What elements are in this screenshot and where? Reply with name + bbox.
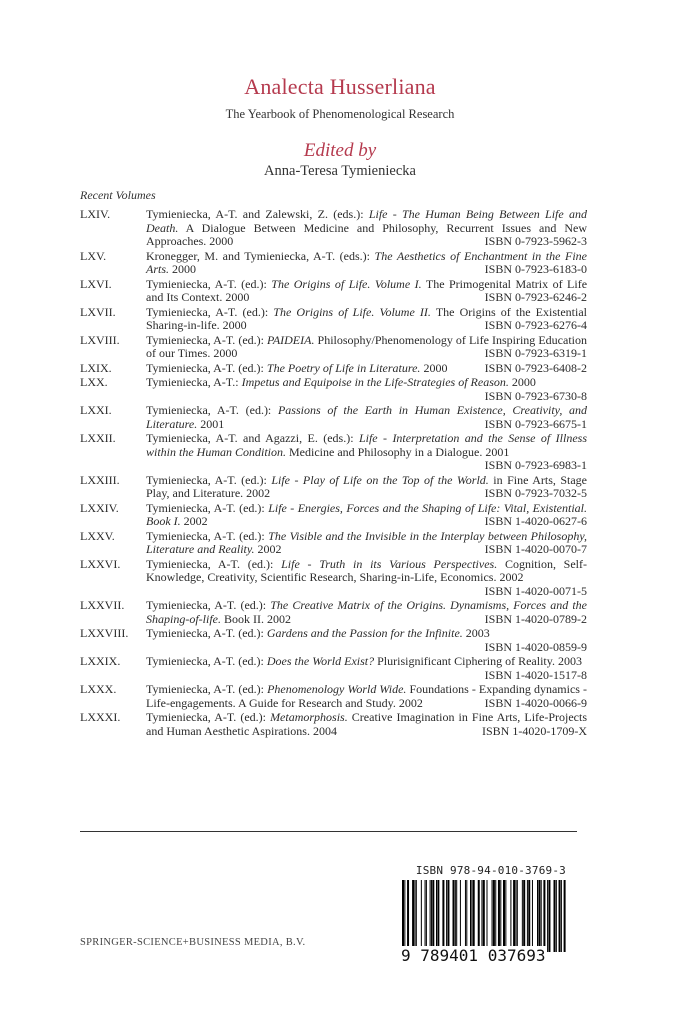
volume-details: 2000 <box>169 262 197 276</box>
volume-citation <box>146 683 587 710</box>
barcode-bar <box>483 880 485 952</box>
volume-title: PAIDEIA. <box>267 332 315 347</box>
volume-isbn: ISBN 0-7923-6408-2 <box>484 360 587 375</box>
barcode-bar <box>517 880 518 952</box>
volume-isbn: ISBN 0-7923-6319-1 <box>484 346 587 360</box>
volume-isbn: ISBN 0-7923-6983-1 <box>484 458 587 472</box>
volume-number: LXXVII. <box>80 598 125 612</box>
barcode-bar <box>425 880 426 952</box>
barcode-bar <box>426 880 427 952</box>
volume-number: LXXIX. <box>80 654 121 668</box>
barcode-bar <box>543 880 545 952</box>
volume-number: LXXII. <box>80 431 116 445</box>
volume-title: Life - Energies, Forces and the Shaping of Life: Vital, Existential. Book I. <box>146 500 587 528</box>
ean-digits <box>400 946 566 965</box>
volume-authors: Tymieniecka, A-T. (ed.): <box>146 360 267 375</box>
ean-text: 9 789401 037693 <box>401 946 546 965</box>
volume-isbn: ISBN 0-7923-6730-8 <box>484 388 587 403</box>
volume-number: LXXIII. <box>80 472 120 487</box>
barcode-bar <box>455 880 456 952</box>
barcode-bar <box>528 880 530 952</box>
volume-isbn: ISBN 0-7923-6675-1 <box>484 416 587 431</box>
volume-title: The Creative Matrix of the Origins. Dynamisms, Forces and the Shaping-of-life. <box>146 598 587 626</box>
barcode-bar <box>473 880 475 952</box>
volume-details: Creative Imagination in Fine Arts, Life-Projects and Human Aesthetic Aspirations. 2004 <box>146 710 588 738</box>
volume-citation <box>146 208 587 249</box>
volume-number: LXVIII. <box>80 332 120 347</box>
volume-title: Passions of the Earth in Human Existence, Creativity, and Literature. <box>146 403 588 431</box>
volume-authors: Tymieniecka, A-T. (ed.): <box>146 556 282 571</box>
volume-title: Life - The Human Being Between Life and Death. <box>146 207 587 235</box>
volume-details: 2000 <box>420 360 448 375</box>
barcode-bar <box>432 880 434 952</box>
volume-number: LXIX. <box>80 360 112 375</box>
volume-title: Impetus and Equipoise in the Life-Strategies of Reason. <box>241 375 509 389</box>
volume-entry <box>80 306 587 333</box>
volume-number: LXVI. <box>80 276 112 291</box>
volume-details: 2002 <box>180 514 208 528</box>
volume-entry <box>80 530 587 557</box>
barcode-bar <box>453 880 455 952</box>
volume-number: LXXXI. <box>80 710 121 724</box>
volume-entry <box>80 683 587 710</box>
volume-citation <box>146 502 587 529</box>
barcode-bar <box>487 880 488 952</box>
barcode-bar <box>416 880 417 952</box>
barcode-bar <box>414 880 415 952</box>
publisher-name: SPRINGER-SCIENCE+BUSINESS MEDIA, B.V. <box>80 937 306 948</box>
volume-isbn: ISBN 0-7923-6276-4 <box>484 318 587 332</box>
volume-citation <box>146 334 587 361</box>
volume-entry <box>80 362 587 376</box>
edited-by-label: Edited by <box>303 140 377 161</box>
barcode-bar <box>527 880 528 952</box>
barcode-bar <box>442 880 444 952</box>
volume-entry <box>80 278 587 305</box>
barcode-bar <box>466 880 467 952</box>
barcode-bar <box>460 880 461 952</box>
volume-number: LXXV. <box>80 528 115 543</box>
barcode-bar <box>436 880 437 952</box>
volume-details: Medicine and Philosophy in a Dialogue. 2001 <box>286 444 510 459</box>
barcode-bar <box>561 880 562 952</box>
volume-title: The Visible and the Invisible in the Interplay between Philosophy, Literature and Reality. <box>146 528 587 556</box>
volume-title: Life - Truth in its Various Perspectives. <box>281 556 498 571</box>
barcode-bar <box>465 880 466 952</box>
volume-authors: Tymieniecka, A-T. (ed.): <box>146 710 271 724</box>
barcode-bar <box>437 880 439 952</box>
volume-details: 2002 <box>254 542 282 556</box>
volume-authors: Tymieniecka, A-T. (ed.): <box>146 598 271 612</box>
volume-entry <box>80 376 587 403</box>
volume-title: Does the World Exist? <box>266 654 375 668</box>
barcode-bar <box>510 880 511 952</box>
volume-authors: Tymieniecka, A-T. (ed.): <box>146 304 274 319</box>
volume-list <box>80 208 587 739</box>
volume-title: Gardens and the Passion for the Infinite. <box>266 626 463 640</box>
volume-number: LXXIV. <box>80 500 119 515</box>
volume-authors: Tymieniecka, A-T. (ed.): <box>146 626 267 640</box>
barcode-bar <box>515 880 516 952</box>
volume-citation <box>146 432 587 473</box>
volume-isbn: ISBN 1-4020-0066-9 <box>484 695 587 710</box>
barcode-bar <box>495 880 496 952</box>
volume-title: The Origins of Life. Volume II. <box>273 304 431 319</box>
volume-isbn: ISBN 1-4020-0070-7 <box>484 542 587 556</box>
volume-authors: Tymieniecka, A-T. (ed.): <box>146 332 268 347</box>
volume-entry <box>80 655 587 682</box>
barcode-bar <box>559 880 561 952</box>
volume-authors: Tymieniecka, A-T. (ed.): <box>146 682 268 696</box>
barcode-bar <box>478 880 480 952</box>
volume-citation <box>146 376 587 403</box>
barcode-bar <box>564 880 566 952</box>
volume-isbn: ISBN 0-7923-6246-2 <box>484 290 587 304</box>
volume-isbn: ISBN 1-4020-0071-5 <box>484 583 587 598</box>
volume-number: LXV. <box>80 248 107 263</box>
volume-details: The Origins of the Existential Sharing-in-life. 2000 <box>146 304 588 332</box>
volume-details: Cognition, Self-Knowledge, Creativity, Scientific Research, Sharing-in-Life, Economics. 2002 <box>146 556 588 584</box>
volume-title: The Aesthetics of Enchantment in the Fine Arts. <box>146 248 587 276</box>
barcode-bar <box>471 880 472 952</box>
volume-details: 2000 <box>508 375 536 389</box>
volume-title: Metamorphosis. <box>270 710 348 724</box>
volume-citation <box>146 711 587 738</box>
volume-number: LXXI. <box>80 403 112 417</box>
series-title: Analecta Husserliana <box>244 74 436 99</box>
volume-number: LXXX. <box>80 682 117 696</box>
volume-details: A Dialogue Between Medicine and Philosophy, Recurrent Issues and New Approaches. 2000 <box>146 220 587 248</box>
volume-isbn: ISBN 0-7923-5962-3 <box>484 234 587 248</box>
volume-citation <box>146 530 587 557</box>
volume-title: The Origins of Life. Volume I. <box>271 276 422 291</box>
volume-isbn: ISBN 1-4020-1709-X <box>482 723 587 738</box>
barcode-bar <box>541 880 542 952</box>
volume-entry <box>80 558 587 599</box>
volume-entry <box>80 627 587 654</box>
volume-isbn: ISBN 1-4020-0627-6 <box>484 514 587 528</box>
volume-authors: Tymieniecka, A-T. (ed.): <box>146 500 269 515</box>
volume-title: Life - Interpretation and the Sense of Illness within the Human Condition. <box>146 431 587 459</box>
volume-isbn: ISBN 0-7923-7032-5 <box>484 486 587 500</box>
volume-details: The Primogenital Matrix of Life and Its Context. 2000 <box>146 276 588 304</box>
volume-title: The Poetry of Life in Literature. <box>266 360 421 375</box>
barcode <box>400 864 566 967</box>
volume-authors: Tymieniecka, A-T. (ed.): <box>146 528 269 543</box>
volume-details: in Fine Arts, Stage Play, and Literature. 2002 <box>146 472 588 500</box>
barcode-bar <box>446 880 447 952</box>
volume-authors: Tymieniecka, A-T. (ed.): <box>146 472 272 487</box>
volume-authors: Tymieniecka, A-T. and Agazzi, E. (eds.): <box>146 431 359 445</box>
barcode-bar <box>547 880 548 952</box>
barcode-bar <box>532 880 533 952</box>
barcode-bar <box>431 880 432 952</box>
volume-number: LXXVIII. <box>80 626 129 640</box>
volume-number: LXIV. <box>80 207 111 221</box>
series-subtitle: The Yearbook of Phenomenological Research <box>225 107 455 121</box>
volume-entry <box>80 432 587 473</box>
recent-volumes-label: Recent Volumes <box>80 188 156 202</box>
editor-name: Anna-Teresa Tymieniecka <box>264 163 416 179</box>
barcode-bar <box>522 880 523 952</box>
volume-number: LXVII. <box>80 304 116 319</box>
volume-authors: Tymieniecka, A-T. (ed.): <box>146 403 278 417</box>
volume-details: Philosophy/Phenomenology of Life Inspiring Education of our Times. 2000 <box>146 332 587 360</box>
barcode-bar <box>554 880 556 952</box>
volume-entry <box>80 599 587 626</box>
volume-entry <box>80 334 587 361</box>
barcode-bar <box>556 880 557 952</box>
barcode-isbn: ISBN 978-94-010-3769-3 <box>415 864 566 877</box>
volume-authors: Kronegger, M. and Tymieniecka, A-T. (eds.): <box>146 248 375 263</box>
volume-authors: Tymieniecka, A-T. and Zalewski, Z. (eds.): <box>146 207 369 221</box>
volume-title: Life - Play of Life on the Top of the World. <box>271 472 489 487</box>
volume-details: 2003 <box>462 626 490 640</box>
volume-citation <box>146 655 587 682</box>
volume-isbn: ISBN 1-4020-0859-9 <box>484 639 587 654</box>
barcode-bar <box>493 880 495 952</box>
barcode-bar <box>447 880 449 952</box>
volume-citation <box>146 558 587 599</box>
volume-details: Foundations - Expanding dynamics - Life-engagements. A Guide for Research and Study. 2002 <box>146 682 588 710</box>
barcode-bar <box>430 880 431 952</box>
volume-citation <box>146 404 587 431</box>
barcode-bar <box>492 880 493 952</box>
volume-authors: Tymieniecka, A-T.: <box>146 375 242 389</box>
barcode-bar <box>538 880 540 952</box>
volume-citation <box>146 627 587 654</box>
volume-entry <box>80 250 587 277</box>
barcode-bar <box>548 880 550 952</box>
barcode-bar <box>456 880 457 952</box>
volume-entry <box>80 711 587 738</box>
barcode-bar <box>421 880 422 952</box>
volume-authors: Tymieniecka, A-T. (ed.): <box>146 654 267 668</box>
volume-entry <box>80 404 587 431</box>
volume-citation <box>146 362 587 376</box>
volume-title: Phenomenology World Wide. <box>267 682 407 696</box>
volume-details: 2001 <box>197 416 225 431</box>
volume-isbn: ISBN 1-4020-0789-2 <box>484 611 587 626</box>
volume-authors: Tymieniecka, A-T. (ed.): <box>146 276 272 291</box>
volume-isbn: ISBN 1-4020-1517-8 <box>484 667 587 682</box>
volume-citation <box>146 250 587 277</box>
volume-isbn: ISBN 0-7923-6183-0 <box>484 262 587 276</box>
volume-citation <box>146 278 587 305</box>
volume-citation <box>146 306 587 333</box>
volume-details: Plurisignificant Ciphering of Reality. 2003 <box>374 654 582 668</box>
divider-rule <box>80 831 577 832</box>
barcode-bar <box>523 880 525 952</box>
volume-details: Book II. 2002 <box>221 611 291 626</box>
volume-entry <box>80 208 587 249</box>
barcode-bar <box>537 880 538 952</box>
barcode-bar <box>470 880 471 952</box>
volume-entry <box>80 502 587 529</box>
volume-citation <box>146 599 587 626</box>
volume-citation <box>146 474 587 501</box>
barcode-bar <box>481 880 482 952</box>
volume-number: LXX. <box>80 375 108 389</box>
volume-number: LXXVI. <box>80 556 121 571</box>
barcode-bar <box>513 880 515 952</box>
volume-entry <box>80 474 587 501</box>
barcode-bar <box>412 880 414 952</box>
